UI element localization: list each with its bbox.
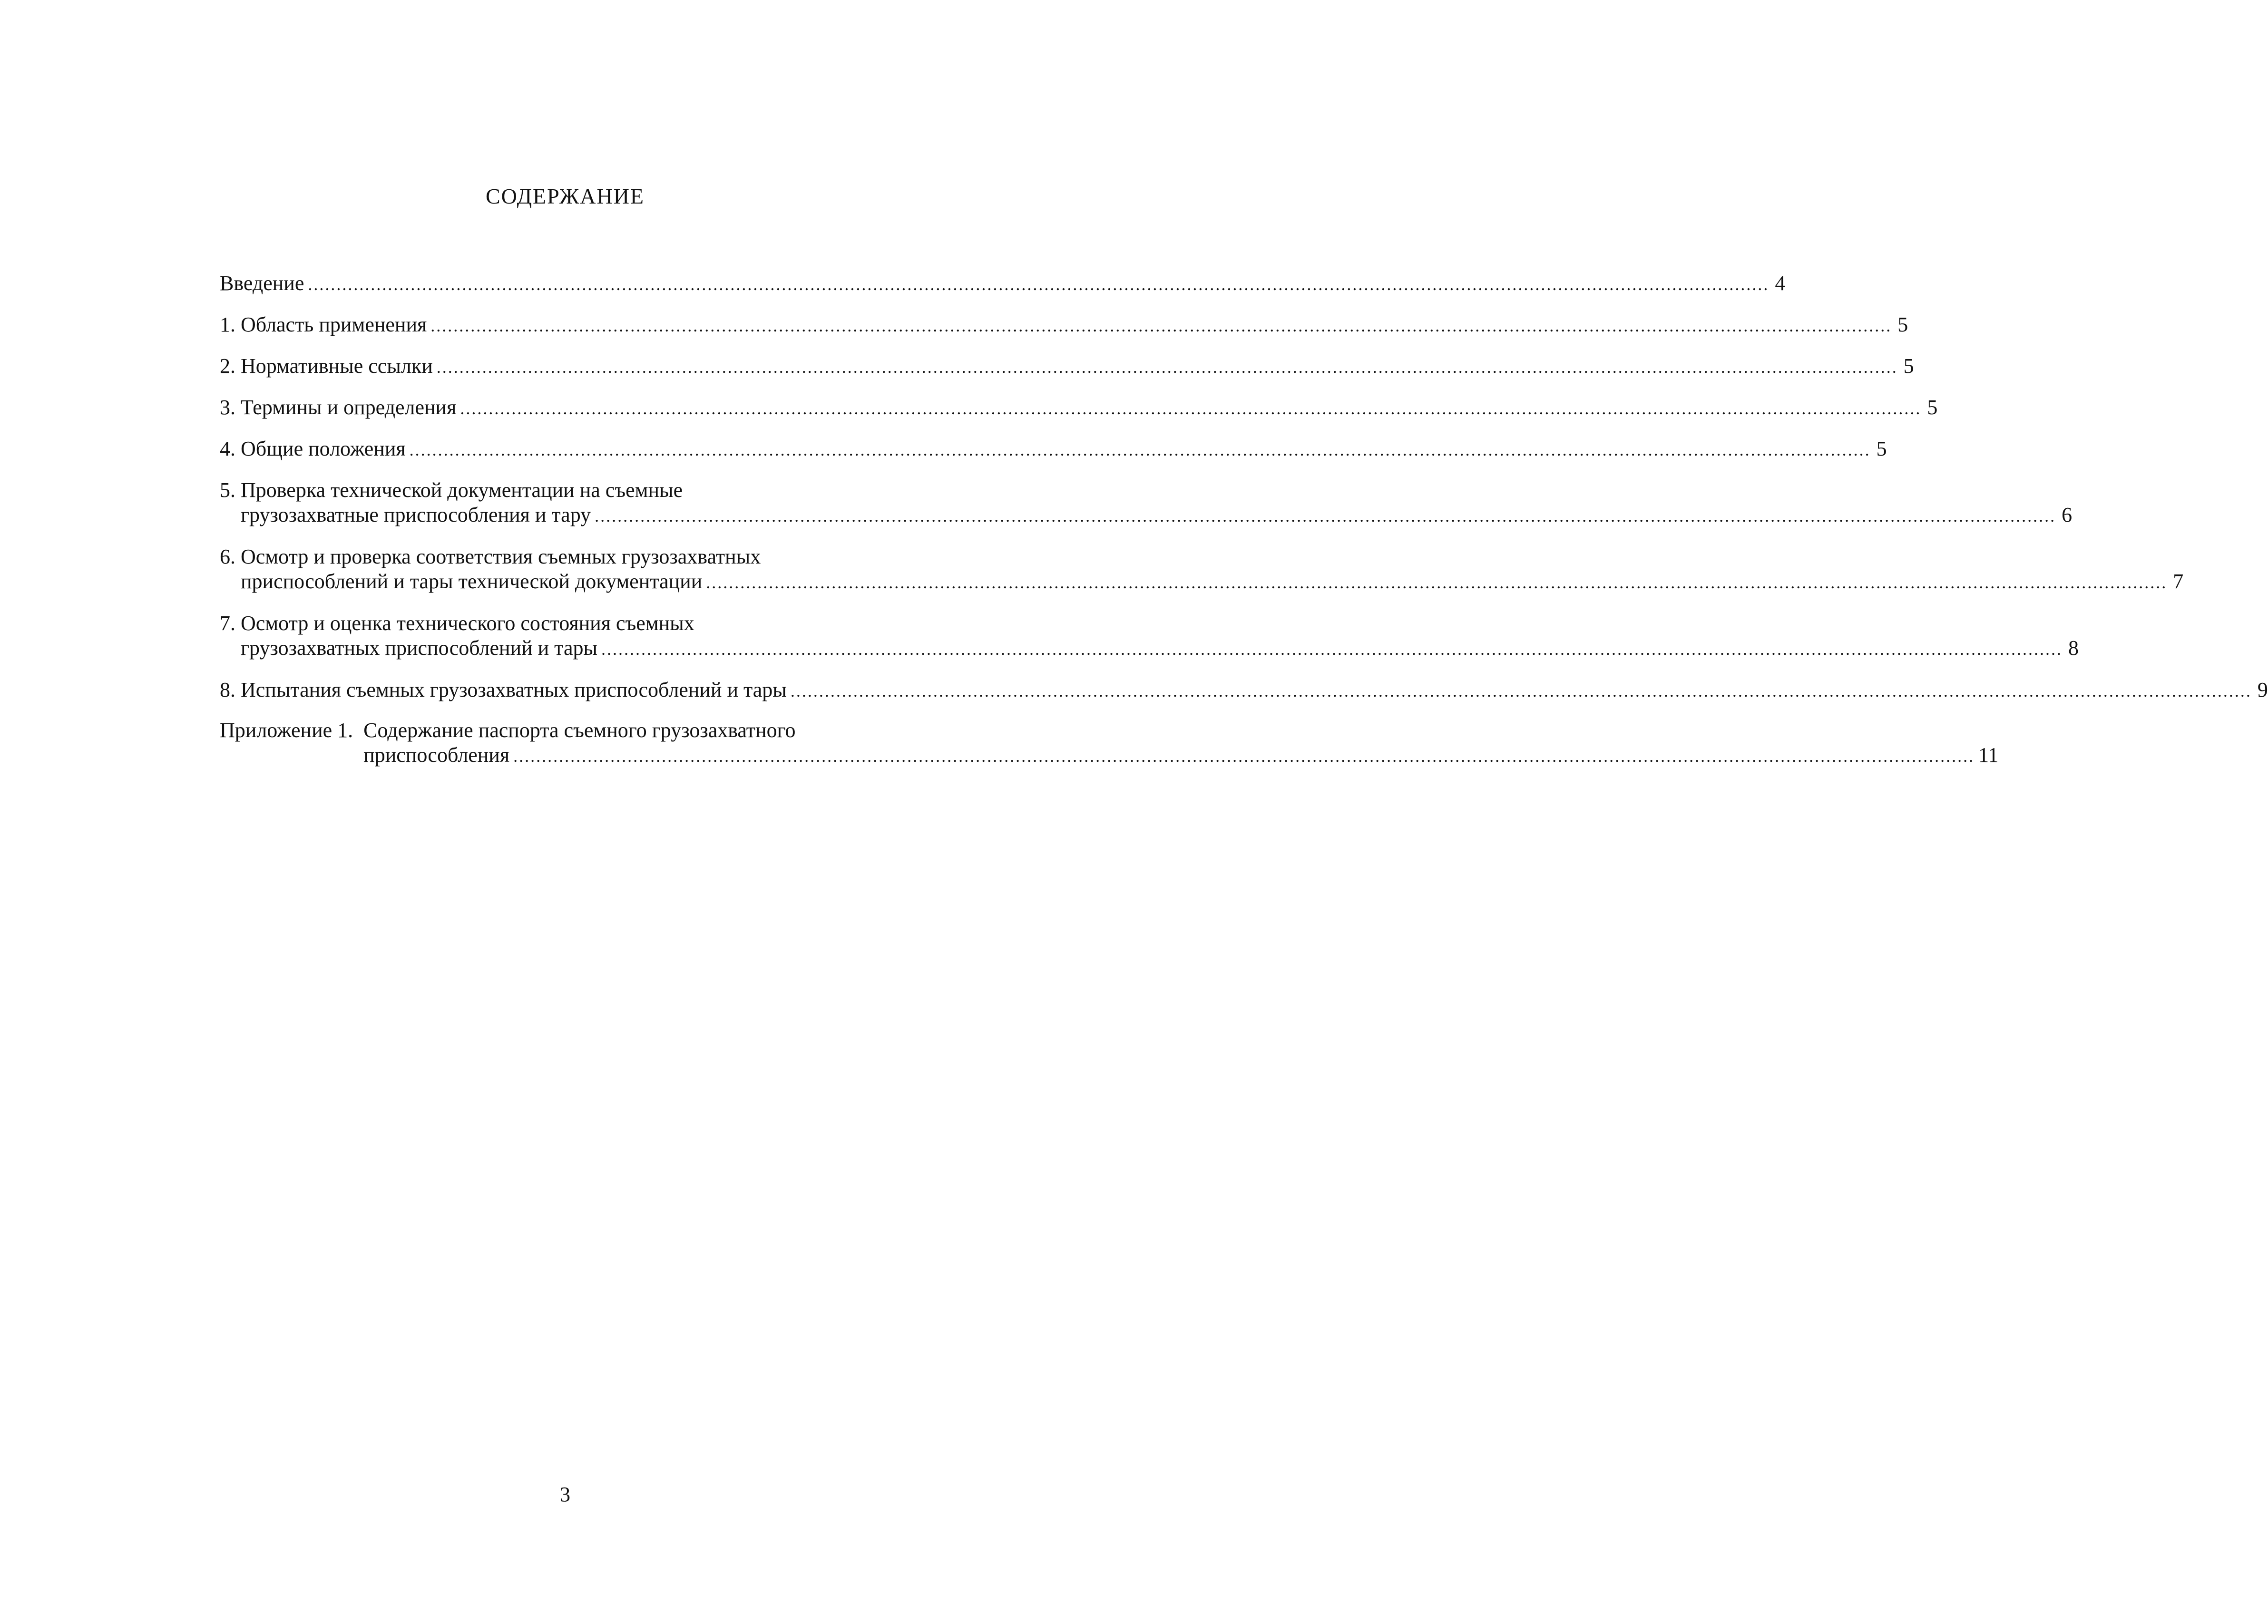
toc-entry-page: 5 <box>1927 396 1938 419</box>
toc-entry-page: 5 <box>1897 313 1908 336</box>
toc-entry-general-provisions[interactable] <box>220 437 1887 462</box>
toc-entry-number: Приложение 1. <box>220 719 364 742</box>
toc-entry-number: 7. <box>220 612 241 635</box>
toc-entry-number: 1. <box>220 313 241 336</box>
toc-entry-page: 7 <box>2173 570 2184 593</box>
toc-entry-number: 5. <box>220 478 241 502</box>
toc-entry-technical-condition[interactable] <box>220 611 2079 661</box>
toc-entry-title: Область применения <box>241 313 427 336</box>
toc-leader-dots <box>410 438 1871 462</box>
toc-entry-title: Проверка технической документации на съемные <box>241 478 683 502</box>
toc-entry-testing[interactable] <box>220 678 2268 703</box>
toc-entry-title-continued: грузозахватных приспособлений и тары <box>241 636 598 660</box>
toc-leader-dots <box>513 744 1975 768</box>
page-title: СОДЕРЖАНИЕ <box>485 184 645 208</box>
toc-entry-page: 5 <box>1903 354 1914 378</box>
toc-leader-dots <box>601 637 2063 661</box>
toc-leader-dots <box>706 570 2167 595</box>
toc-entry-appendix-1[interactable] <box>220 718 1999 768</box>
toc-entry-page: 6 <box>2062 503 2072 526</box>
toc-entry-number: 8. <box>220 678 241 701</box>
toc-entry-page: 9 <box>2257 678 2268 701</box>
toc-leader-dots <box>791 679 2252 703</box>
toc-leader-dots <box>595 504 2056 528</box>
toc-leader-dots <box>437 355 1898 379</box>
toc-entry-number: 4. <box>220 437 241 460</box>
toc-entry-title: Осмотр и оценка технического состояния съемных <box>241 612 694 635</box>
toc-leader-dots <box>460 396 1921 421</box>
toc-entry-title: Термины и определения <box>241 396 457 419</box>
page-number: 3 <box>560 1483 570 1506</box>
toc-entry-title: Испытания съемных грузозахватных приспособлений и тары <box>241 678 787 701</box>
toc-entry-title: Осмотр и проверка соответствия съемных грузозахватных <box>241 545 761 568</box>
toc-entry-terms-definitions[interactable] <box>220 395 1938 421</box>
toc-entry-number: 6. <box>220 545 241 568</box>
toc-entry-page: 8 <box>2068 636 2079 660</box>
toc-entry-page: 5 <box>1876 437 1887 460</box>
toc-entry-number: 2. <box>220 354 241 378</box>
toc-entry-title-continued: приспособлений и тары технической документации <box>241 570 703 593</box>
toc-entry-scope[interactable] <box>220 312 1908 338</box>
toc-entry-title-continued: грузозахватные приспособления и тару <box>241 503 591 526</box>
toc-entry-number: 3. <box>220 396 241 419</box>
toc-entry-inspection-compliance[interactable] <box>220 545 2184 595</box>
toc-entry-introduction[interactable] <box>220 271 1786 297</box>
toc-leader-dots <box>308 272 1769 297</box>
toc-entry-title: Общие положения <box>241 437 406 460</box>
toc-entry-title: Введение <box>220 272 304 295</box>
toc-entry-page: 4 <box>1775 272 1786 295</box>
toc-entry-title: Содержание паспорта съемного грузозахватного <box>363 719 796 742</box>
toc-leader-dots <box>430 313 1892 338</box>
toc-entry-normative-references[interactable] <box>220 354 1914 379</box>
toc-entry-title-continued: приспособления <box>363 743 510 767</box>
toc-entry-page: 11 <box>1978 743 1999 767</box>
toc-entry-documentation-check[interactable] <box>220 478 2072 528</box>
toc-entry-title: Нормативные ссылки <box>241 354 433 378</box>
